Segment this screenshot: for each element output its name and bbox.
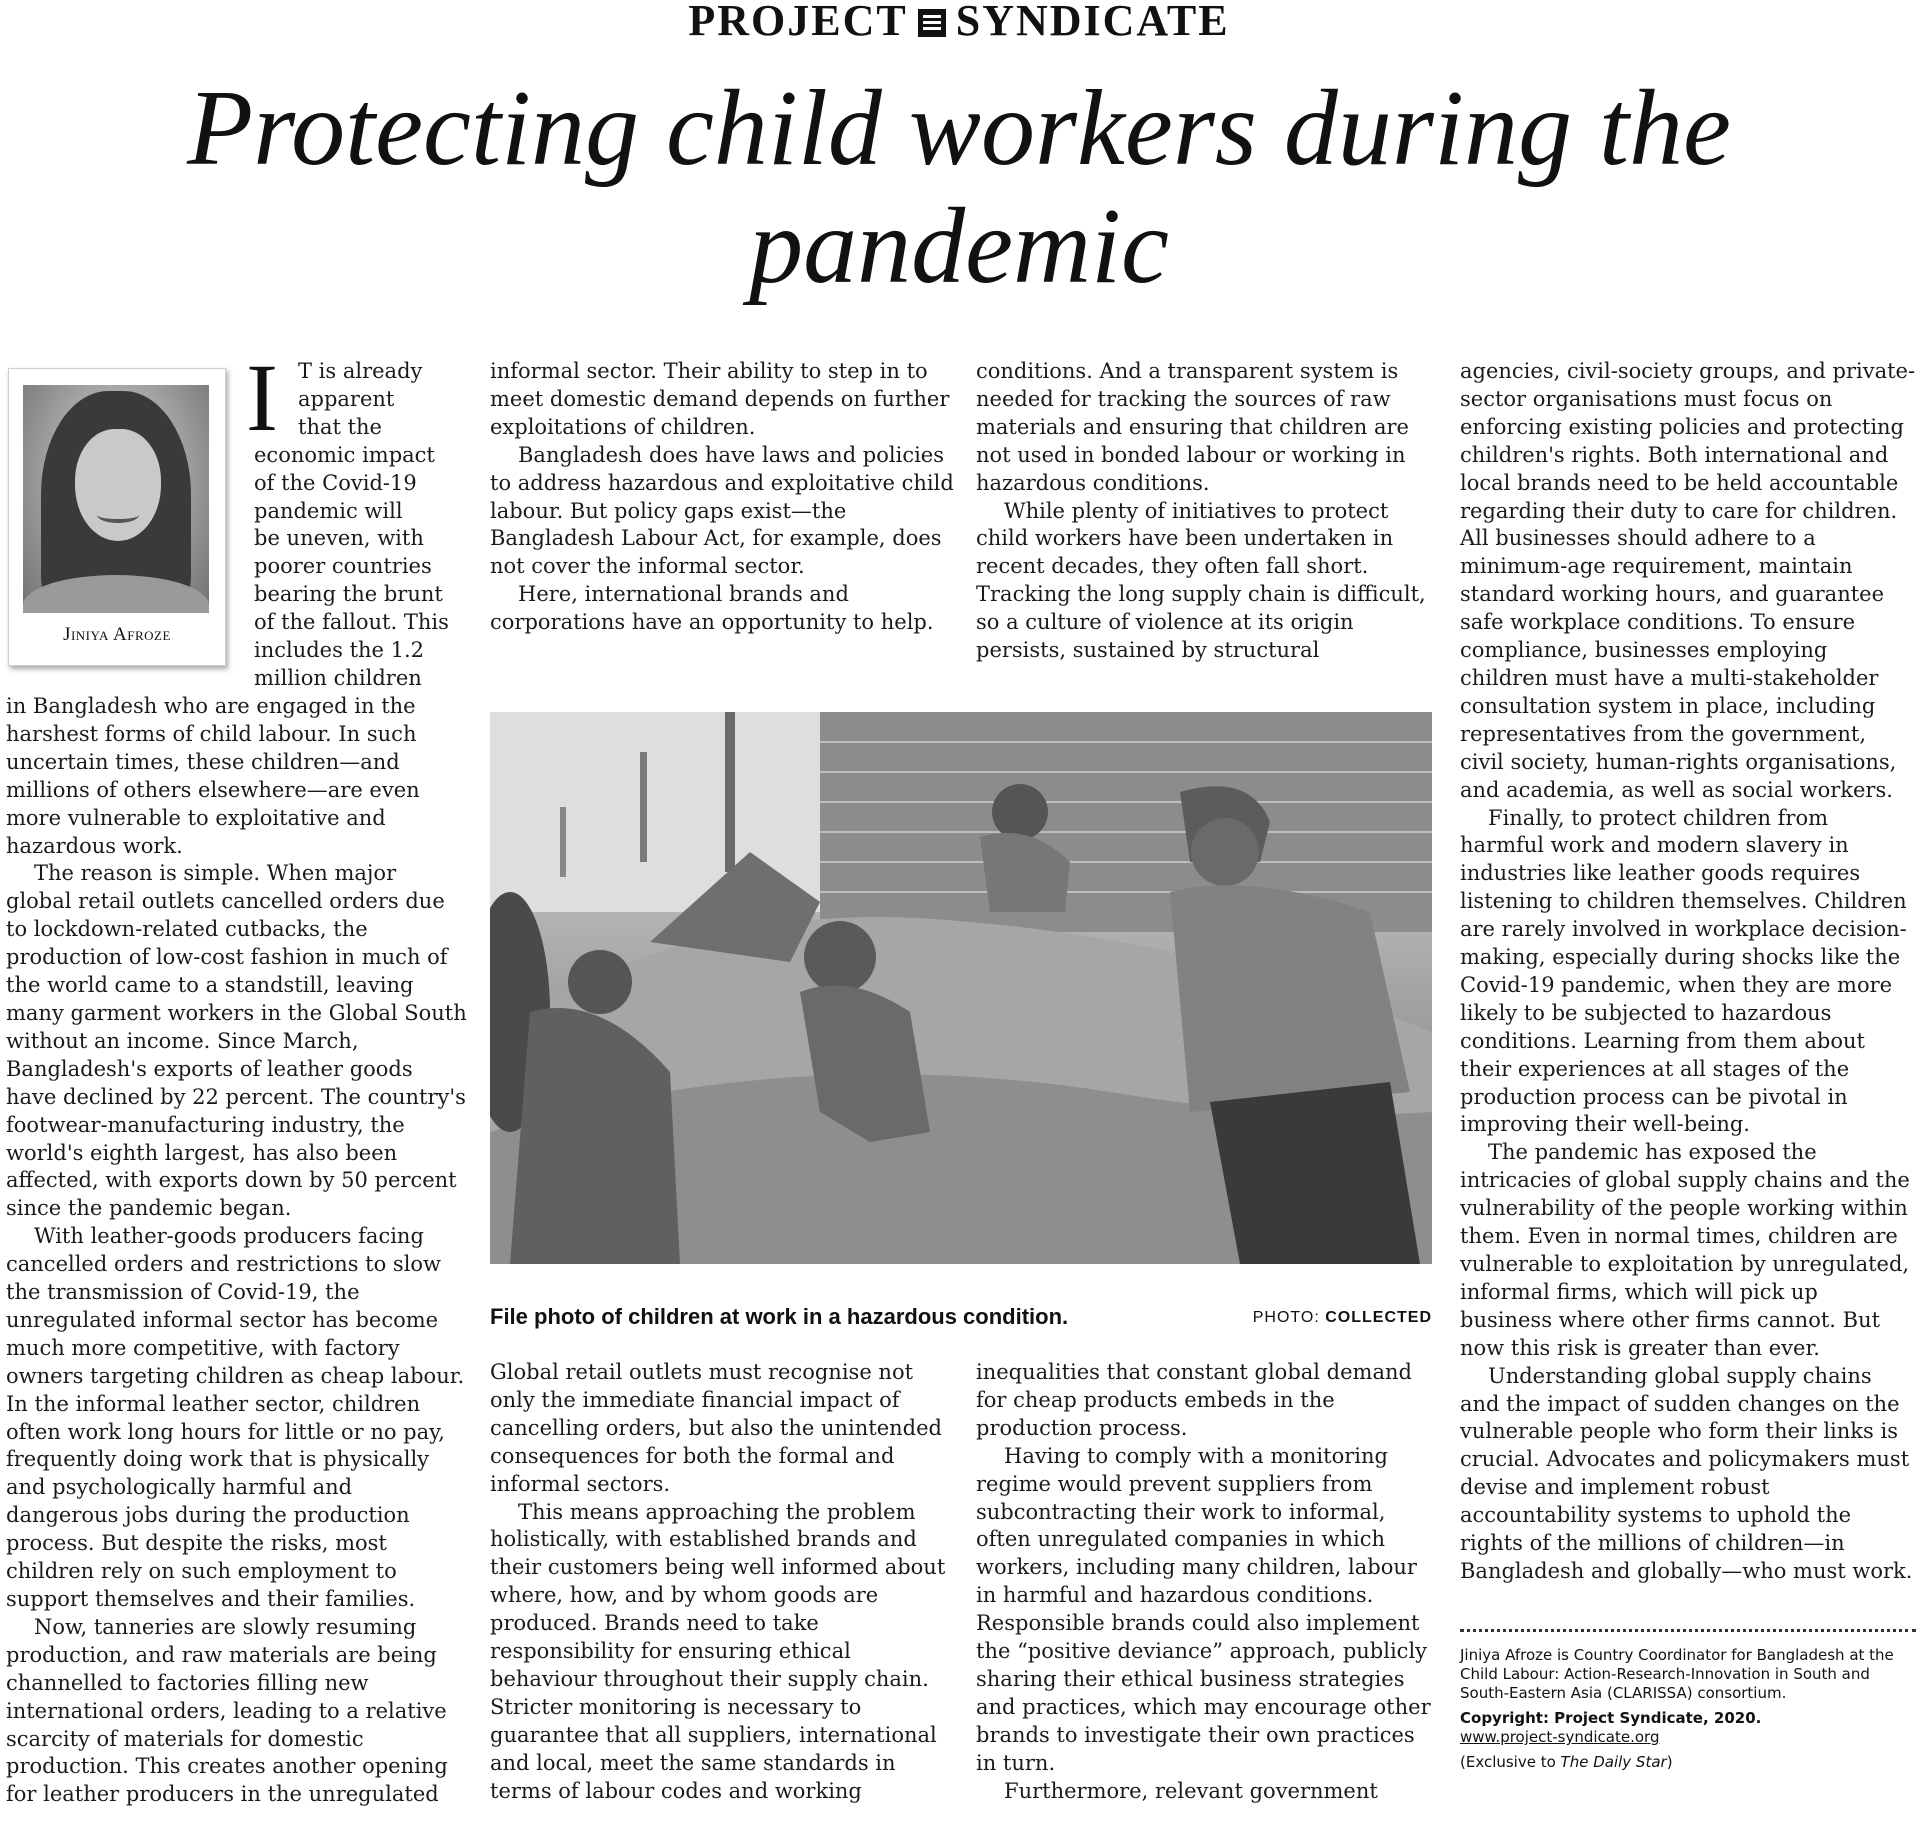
bio-divider [1460,1629,1916,1632]
publication-name: The Daily Star [1560,1753,1667,1771]
intro-line: million children [254,665,422,690]
photo-caption: File photo of children at work in a hazardous condition. [490,1304,1069,1329]
author-bio [1460,1646,1916,1772]
syndicate-link[interactable]: www.project-syndicate.org [1460,1728,1660,1746]
bio-text: Jiniya Afroze is Country Coordinator for Bangladesh at the Child Labour: Action-Research-Innovation in South and South-Eastern Asia (CLARISSA) consortium. [1460,1646,1894,1702]
intro-line: apparent [298,386,395,411]
column-2-bottom [490,1359,955,1806]
paragraph: Finally, to protect children from harmful work and modern slavery in industries like leather goods requires listening to children themselves. Children are rarely involved in workplace decision-making, especially during shocks like the Covid-19 pandemic, when they are more likely to be subjected to hazardous conditions. Learning from them about their experiences at all stages of the production process can be pivotal in improving their well-being. [1460,805,1907,1137]
intro-line: bearing the brunt [254,582,443,607]
author-box [8,368,226,666]
masthead-right: SYNDICATE [955,0,1230,45]
syndicate-logo-icon [918,9,946,37]
column-4 [1460,358,1916,1586]
photo-credit-label: PHOTO: [1252,1309,1320,1326]
main-photo [490,712,1432,1264]
intro-line: be uneven, with [254,526,424,551]
paragraph: Bangladesh does have laws and policies to address hazardous and exploitative child labour. But policy gaps exist—the Bangladesh Labour Act, for example, does not cover the informal sector. [490,442,954,579]
copyright: Copyright: Project Syndicate, 2020. [1460,1709,1762,1727]
author-photo [23,385,209,613]
column-3-bottom [976,1359,1434,1806]
paragraph: Furthermore, relevant government [1004,1778,1378,1803]
masthead-left: PROJECT [688,0,908,45]
headline: Protecting child workers during the pandemic [187,69,1731,306]
paragraph: Understanding global supply chains and the impact of sudden changes on the vulnerable people who form their links is crucial. Advocates and policymakers must devise and implement robust accountability systems to uphold the rights of the millions of children—in Bangladesh and globally—who must work. [1460,1363,1913,1583]
intro-line: that the [298,414,382,439]
paragraph: With leather-goods producers facing cancelled orders and restrictions to slow the transmission of Covid-19, the unregulated informal sector has become much more competitive, with factory owners targeting children as cheap labour. In the informal leather sector, children often work long hours for little or no pay, frequently doing work that is physically and psychologically harmful and dangerous jobs during the production process. But despite the risks, most children rely on such employment to support themselves and their families. [6,1224,465,1611]
paragraph: While plenty of initiatives to protect child workers have been undertaken in recent decades, they often fall short. Tracking the long supply chain is difficult, so a culture of violence at its origin persists, sustained by structural [976,498,1426,663]
paragraph: Global retail outlets must recognise not only the immediate financial impact of cancelling orders, but also the unintended consequences for both the formal and informal sectors. [490,1360,942,1496]
paragraph: Here, international brands and corporations have an opportunity to help. [490,582,934,635]
paragraph: in Bangladesh who are engaged in the harshest forms of child labour. In such uncertain times, these children—and millions of others elsewhere—are even more vulnerable to exploitative and hazardous work. [6,694,420,858]
intro-line: pandemic will [254,498,403,523]
intro-line: of the Covid-19 [254,470,417,495]
drop-cap: I [246,344,278,451]
exclusive-note: (Exclusive to The Daily Star) [1460,1753,1673,1771]
paragraph: conditions. And a transparent system is needed for tracking the sources of raw materials and ensuring that children are not used in bonded labour or working in hazardous conditions. [976,359,1409,495]
col1-intro-wrap [254,442,474,693]
author-name: Jiniya Afroze [63,624,171,645]
photo-illustration [490,712,1432,1264]
col1-intro-top [298,358,468,442]
paragraph: The pandemic has exposed the intricacies of global supply chains and the vulnerability of the people working within them. Even in normal times, children are vulnerable to exploitation by unregulated, informal firms, which will pick up business where other firms cannot. But now this risk is greater than ever. [1460,1140,1910,1360]
column-1 [6,693,468,1809]
column-2-top [490,358,955,637]
intro-line: of the fallout. This [254,610,449,635]
intro-line: T is already [298,359,423,383]
paragraph: agencies, civil-society groups, and private-sector organisations must focus on enforcing existing policies and protecting children's rights. Both international and local brands need to be held accountable regarding their duty to care for children. All businesses should adhere to a minimum-age requirement, maintain standard working hours, and guarantee safe workplace conditions. To ensure compliance, businesses employing children must have a multi-stakeholder consultation system in place, including representatives from the government, civil society, human-rights organisations, and academia, as well as social workers. [1460,359,1916,802]
intro-line: includes the 1.2 [254,638,425,663]
paragraph: Having to comply with a monitoring regime would prevent suppliers from subcontracting their work to informal, often unregulated companies in which workers, including many children, labour in harmful and hazardous conditions. Responsible brands could also implement the “positive deviance” approach, publicly sharing their ethical business strategies and practices, which may encourage other brands to investigate their own practices in turn. [976,1443,1431,1775]
photo-credit-value: COLLECTED [1325,1309,1432,1326]
paragraph: informal sector. Their ability to step in to meet domestic demand depends on further exploitations of children. [490,359,950,439]
column-3-top [976,358,1434,665]
photo-credit [1180,1309,1432,1327]
masthead [0,0,1918,45]
intro-line: economic impact [254,442,435,467]
paragraph: inequalities that constant global demand for cheap products embeds in the production process. [976,1360,1412,1440]
intro-line: poorer countries [254,554,432,579]
paragraph: This means approaching the problem holistically, with established brands and their customers being well informed about where, how, and by whom goods are produced. Brands need to take responsibility for ensuring ethical behaviour throughout their supply chain. Stricter monitoring is necessary to guarantee that all suppliers, international and local, meet the same standards in terms of labour codes and working [490,1499,946,1803]
paragraph: The reason is simple. When major global retail outlets cancelled orders due to lockdown-related cutbacks, the production of low-cost fashion in much of the world came to a standstill, leaving many garment workers in the Global South without an income. Since March, Bangladesh's exports of leather goods have declined by 22 percent. The country's footwear-manufacturing industry, the world's eighth largest, has also been affected, with exports down by 50 percent since the pandemic began. [6,861,467,1221]
paragraph: Now, tanneries are slowly resuming production, and raw materials are being channelled to factories filling new international orders, leading to a relative scarcity of materials for domestic production. This creates another opening for leather producers in the unregulated [6,1614,448,1807]
